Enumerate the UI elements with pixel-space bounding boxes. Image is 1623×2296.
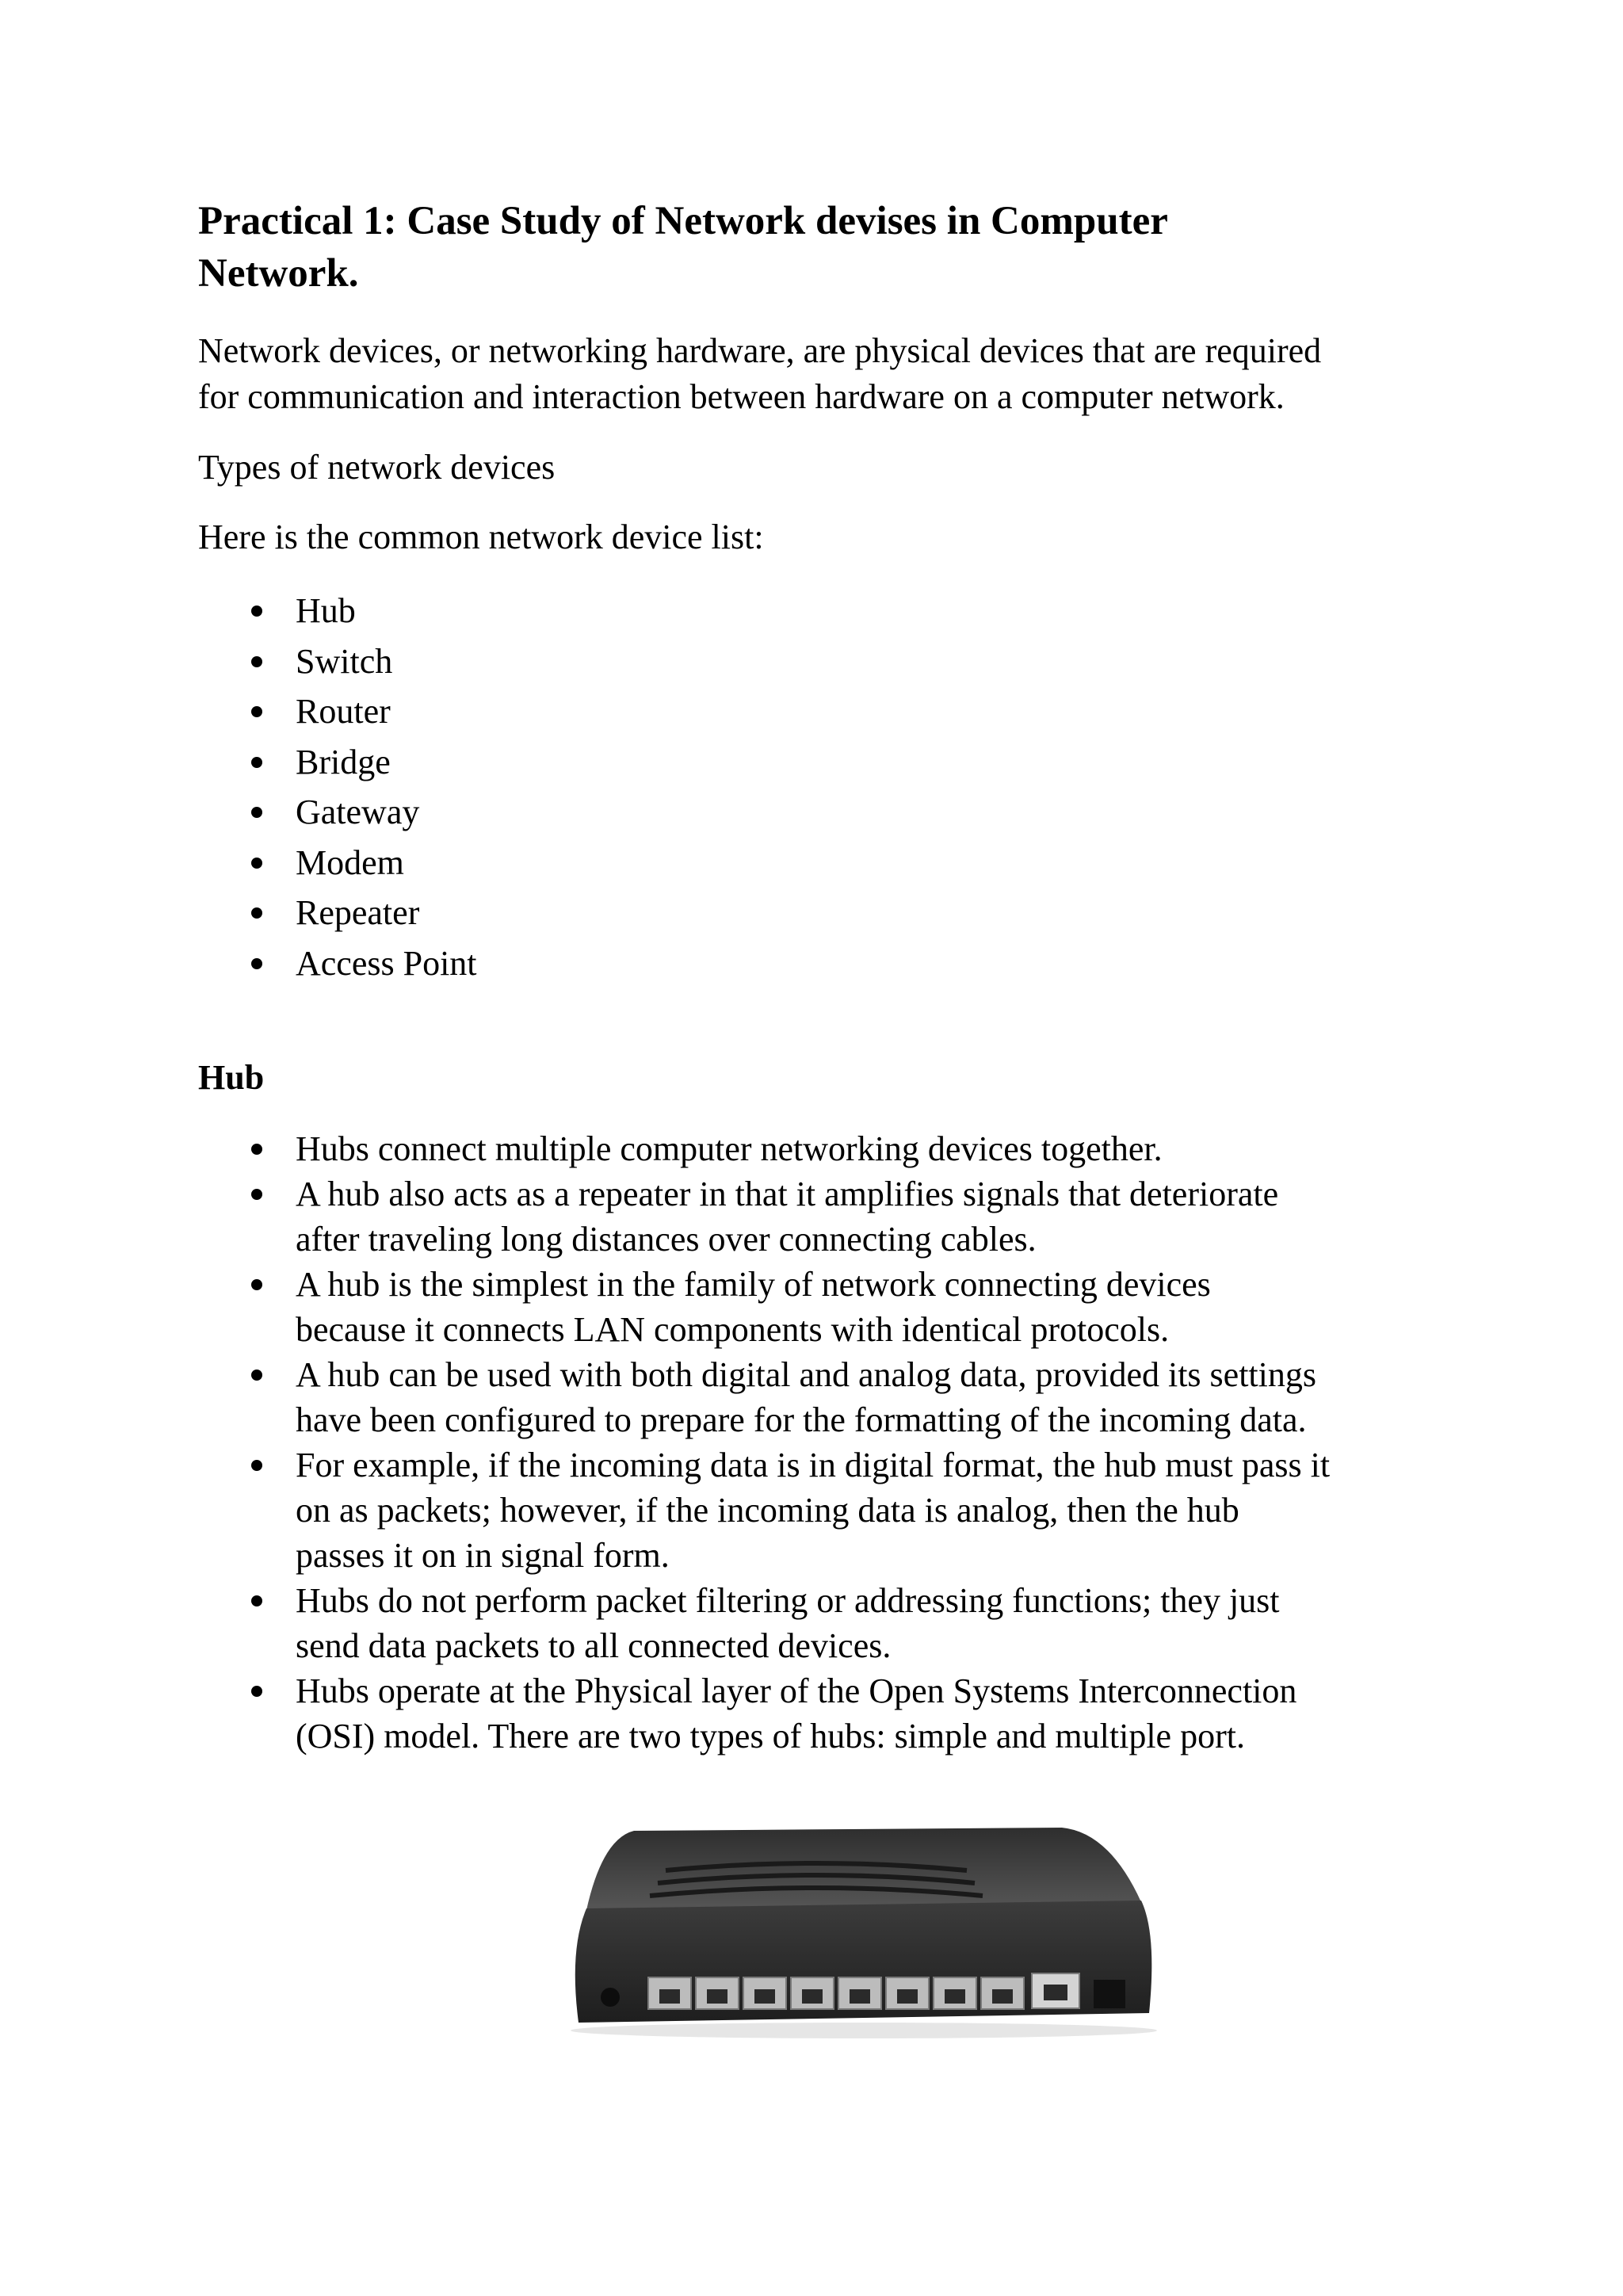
title-line-1: Practical 1: Case Study of Network devises in Computer [198, 199, 1168, 243]
list-item [198, 1171, 1466, 1262]
line: on as packets; however, if the incoming data is analog, then the hub [296, 1491, 1239, 1530]
network-hub-icon [555, 1815, 1173, 2053]
page-title [198, 195, 1466, 300]
hub-points-list [198, 1126, 1466, 1759]
list-item: Access Point [198, 938, 1466, 989]
device-list [198, 586, 1466, 988]
list-intro: Here is the common network device list: [198, 518, 764, 556]
title-line-2: Network. [198, 251, 359, 296]
list-item: Hub [198, 586, 1466, 636]
list-item: Repeater [198, 888, 1466, 938]
line: because it connects LAN components with identical protocols. [296, 1310, 1170, 1349]
hub-photo [555, 1815, 1173, 2053]
list-item: Modem [198, 838, 1466, 888]
list-item [198, 1352, 1466, 1442]
list-item [198, 1126, 1466, 1171]
list-item [198, 1668, 1466, 1759]
line: A hub also acts as a repeater in that it amplifies signals that deteriorate [296, 1175, 1279, 1213]
line: Hubs operate at the Physical layer of the Open Systems Interconnection [296, 1671, 1297, 1710]
list-item: Gateway [198, 787, 1466, 838]
intro-line-1: Network devices, or networking hardware, are physical devices that are required [198, 331, 1322, 370]
list-item [198, 1578, 1466, 1668]
section-heading-hub: Hub [198, 1058, 265, 1097]
list-item [198, 1262, 1466, 1352]
intro-paragraph [198, 328, 1466, 420]
line: A hub can be used with both digital and analog data, provided its settings [296, 1355, 1316, 1394]
line: For example, if the incoming data is in digital format, the hub must pass it [296, 1446, 1331, 1484]
line: send data packets to all connected devices. [296, 1626, 892, 1665]
list-item: Bridge [198, 737, 1466, 788]
line: have been configured to prepare for the formatting of the incoming data. [296, 1400, 1307, 1439]
line: passes it on in signal form. [296, 1536, 670, 1575]
line: Hubs connect multiple computer networking devices together. [296, 1129, 1163, 1168]
line: A hub is the simplest in the family of network connecting devices [296, 1265, 1211, 1304]
list-item: Switch [198, 636, 1466, 687]
list-item: Router [198, 686, 1466, 737]
types-heading: Types of network devices [198, 448, 556, 487]
intro-line-2: for communication and interaction between hardware on a computer network. [198, 377, 1285, 416]
line: Hubs do not perform packet filtering or addressing functions; they just [296, 1581, 1280, 1620]
line: (OSI) model. There are two types of hubs: simple and multiple port. [296, 1717, 1245, 1755]
list-item [198, 1442, 1466, 1578]
line: after traveling long distances over connecting cables. [296, 1220, 1037, 1259]
